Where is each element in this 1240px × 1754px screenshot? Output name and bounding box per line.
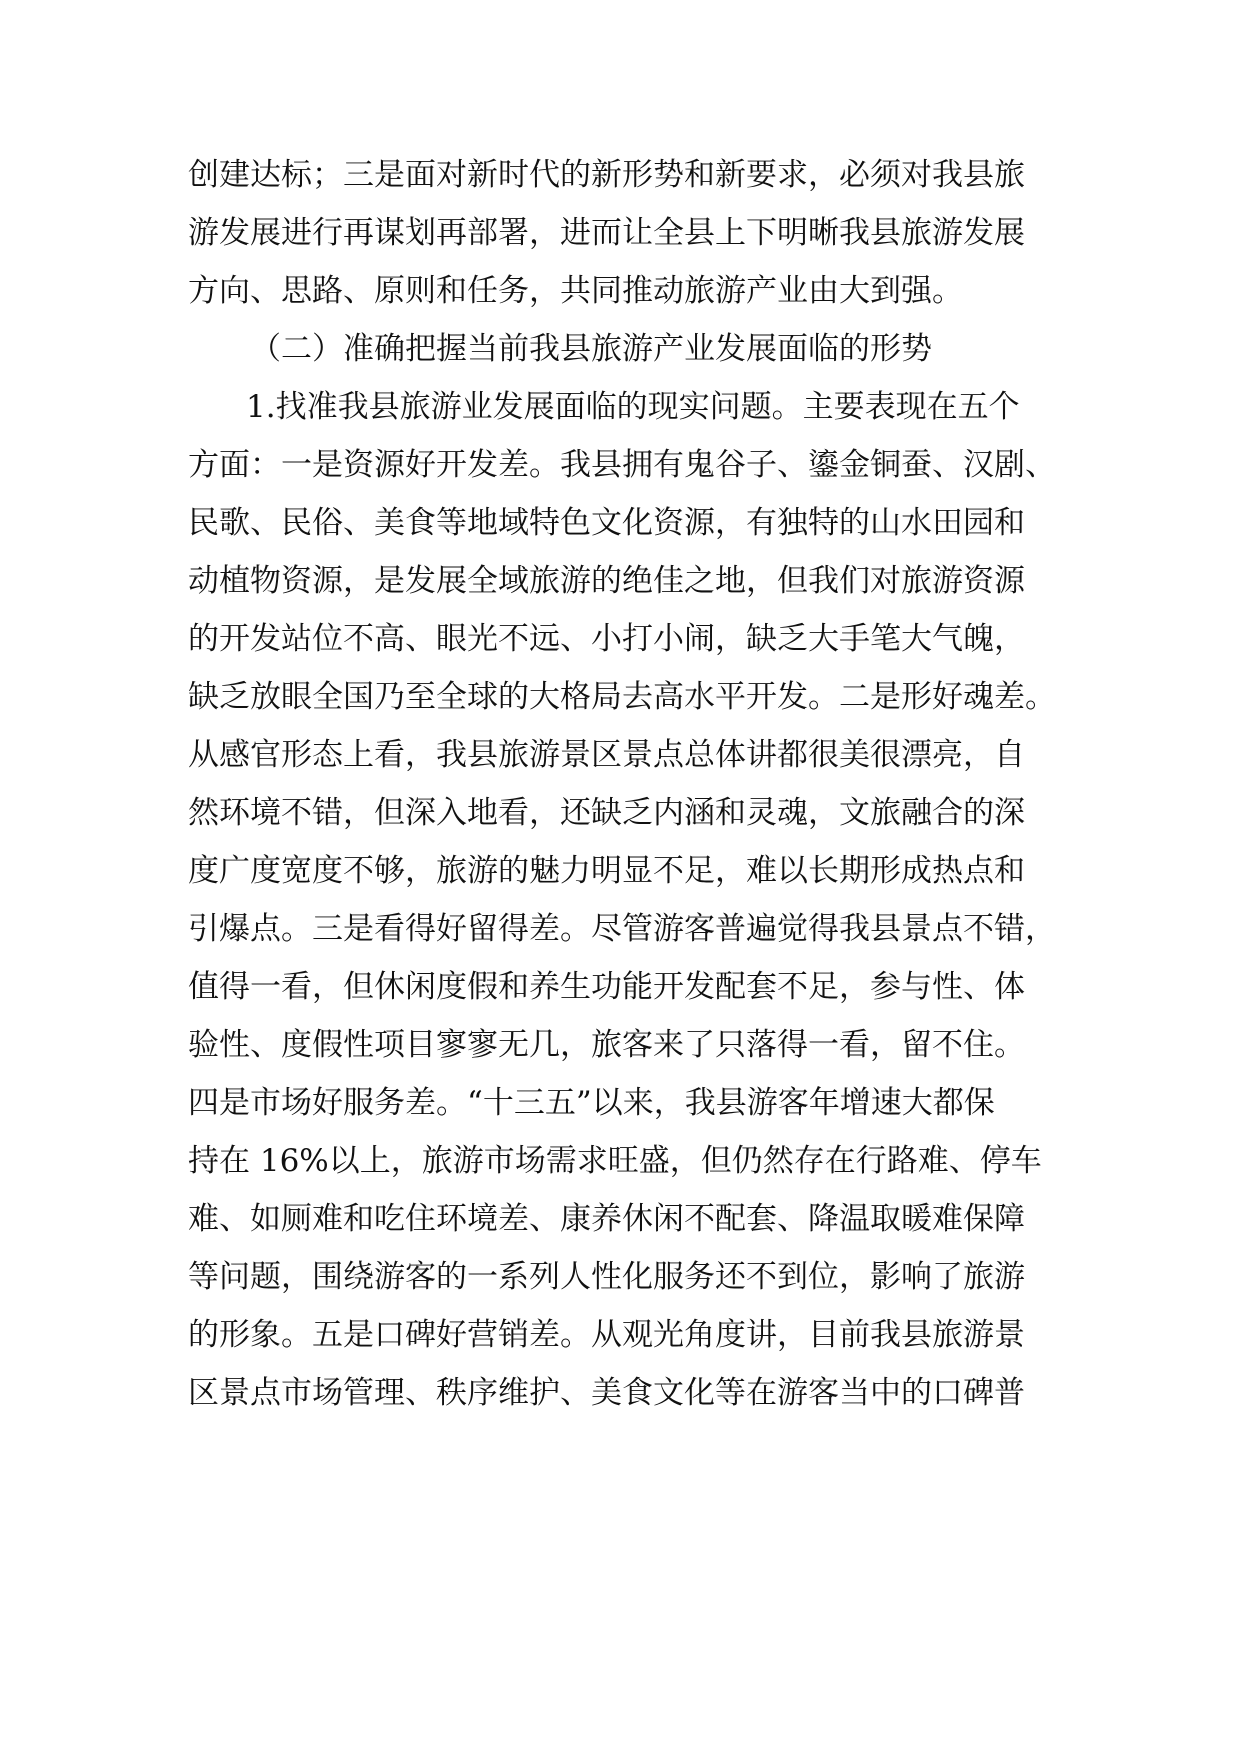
body-text-line: 游发展进行再谋划再部署，进而让全县上下明晰我县旅游发展 <box>188 215 1025 251</box>
body-text-line: 方向、思路、原则和任务，共同推动旅游产业由大到强。 <box>188 273 963 309</box>
body-text-line: 的形象。五是口碑好营销差。从观光角度讲，目前我县旅游景 <box>188 1317 1025 1353</box>
body-text-line: 创建达标；三是面对新时代的新形势和新要求，必须对我县旅 <box>188 157 1025 193</box>
body-text-line: 等问题，围绕游客的一系列人性化服务还不到位，影响了旅游 <box>188 1259 1025 1295</box>
subsection-heading: 1.找准我县旅游业发展面临的现实问题。主要表现在五个 <box>246 389 1020 425</box>
body-text-line: 持在 16%以上，旅游市场需求旺盛，但仍然存在行路难、停车 <box>188 1143 1042 1179</box>
body-text-line: 然环境不错，但深入地看，还缺乏内涵和灵魂，文旅融合的深 <box>188 795 1025 831</box>
body-text-line: 缺乏放眼全国乃至全球的大格局去高水平开发。二是形好魂差。 <box>188 679 1056 715</box>
body-text-line: 区景点市场管理、秩序维护、美食文化等在游客当中的口碑普 <box>188 1375 1025 1411</box>
body-text-line: 民歌、民俗、美食等地域特色文化资源，有独特的山水田园和 <box>188 505 1025 541</box>
body-text-line: 引爆点。三是看得好留得差。尽管游客普遍觉得我县景点不错， <box>188 911 1056 947</box>
body-text-line: 验性、度假性项目寥寥无几，旅客来了只落得一看，留不住。 <box>188 1027 1025 1063</box>
body-text-line: 度广度宽度不够，旅游的魅力明显不足，难以长期形成热点和 <box>188 853 1025 889</box>
section-heading: （二）准确把握当前我县旅游产业发展面临的形势 <box>250 331 932 367</box>
body-text-line: 难、如厕难和吃住环境差、康养休闲不配套、降温取暖难保障 <box>188 1201 1025 1237</box>
body-text-line: 动植物资源，是发展全域旅游的绝佳之地，但我们对旅游资源 <box>188 563 1025 599</box>
body-text-line: 方面：一是资源好开发差。我县拥有鬼谷子、鎏金铜蚕、汉剧、 <box>188 447 1056 483</box>
body-text-line: 的开发站位不高、眼光不远、小打小闹，缺乏大手笔大气魄， <box>188 621 1025 657</box>
body-text-line: 从感官形态上看，我县旅游景区景点总体讲都很美很漂亮，自 <box>188 737 1025 773</box>
body-text-line: 四是市场好服务差。“十三五”以来，我县游客年增速大都保 <box>188 1085 995 1121</box>
body-text-line: 值得一看，但休闲度假和养生功能开发配套不足，参与性、体 <box>188 969 1025 1005</box>
